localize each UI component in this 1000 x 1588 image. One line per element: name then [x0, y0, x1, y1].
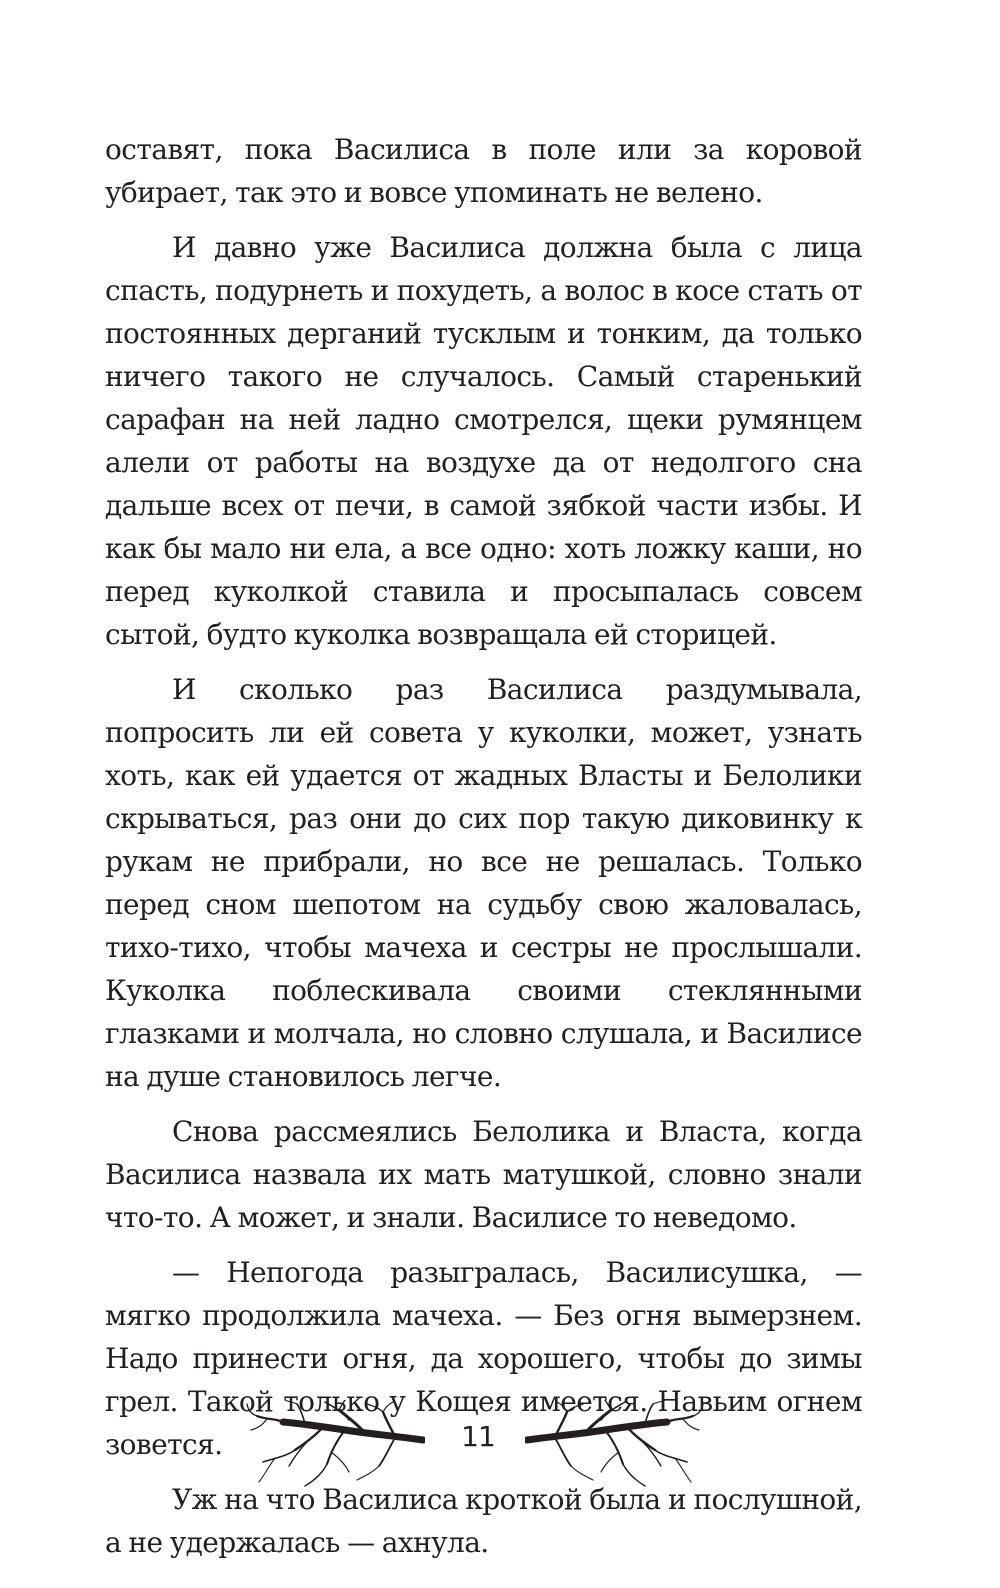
- paragraph-4: Снова рассмеялись Белолика и Власта, когда Василиса назвала их мать матушкой, словно знали что-то. А может, и знали. Василисе то неведомо.: [105, 1115, 862, 1234]
- bare-branch-icon: [525, 1400, 705, 1505]
- page-body: [105, 128, 862, 1576]
- paragraph-2: И давно уже Василиса должна была с лица спасть, подурнеть и похудеть, а волос в косе стать от постоянных дерганий тусклым и тонким, да только ничего такого не случалось. Самый старенький сарафан на ней ладно смотрелся, щеки румянцем алели от работы на воздухе да от недолгого сна дальше всех от печи, в самой зябкой части избы. И как бы мало ни ела, а все одно: хоть ложку каши, но перед куколкой ставила и просыпалась совсем сытой, будто куколка возвращала ей сторицей.: [105, 231, 862, 651]
- paragraph-1: оставят, пока Василиса в поле или за коровой убирает, так это и вовсе упоминать не велено.: [105, 133, 862, 209]
- page-footer: [0, 1400, 1000, 1510]
- paragraph-6: Уж на что Василиса кроткой была и послушной, а не удержалась — ахнула.: [105, 1483, 862, 1559]
- paragraph-3: И сколько раз Василиса раздумывала, попросить ли ей совета у куколки, может, узнать хоть, как ей удается от жадных Власты и Белолики скрываться, раз они до сих пор такую диковинку к рукам не прибрали, но все не решалась. Только перед сном шепотом на судьбу свою жаловалась, тихо-тихо, чтобы мачеха и сестры не прослышали. Куколка поблескивала своими стеклянными глазками и молчала, но словно слушала, и Василисе на душе становилось легче.: [105, 673, 862, 1093]
- paragraph-5: — Непогода разыгралась, Василисушка, — мягко продолжила мачеха. — Без огня вымерзнем. Надо принести огня, да хорошего, чтобы до зимы грел. Такой только у Кощея имеется. Навьим огнем зовется.: [105, 1256, 862, 1461]
- bare-branch-icon: [245, 1400, 425, 1505]
- page-number: 11: [461, 1420, 495, 1453]
